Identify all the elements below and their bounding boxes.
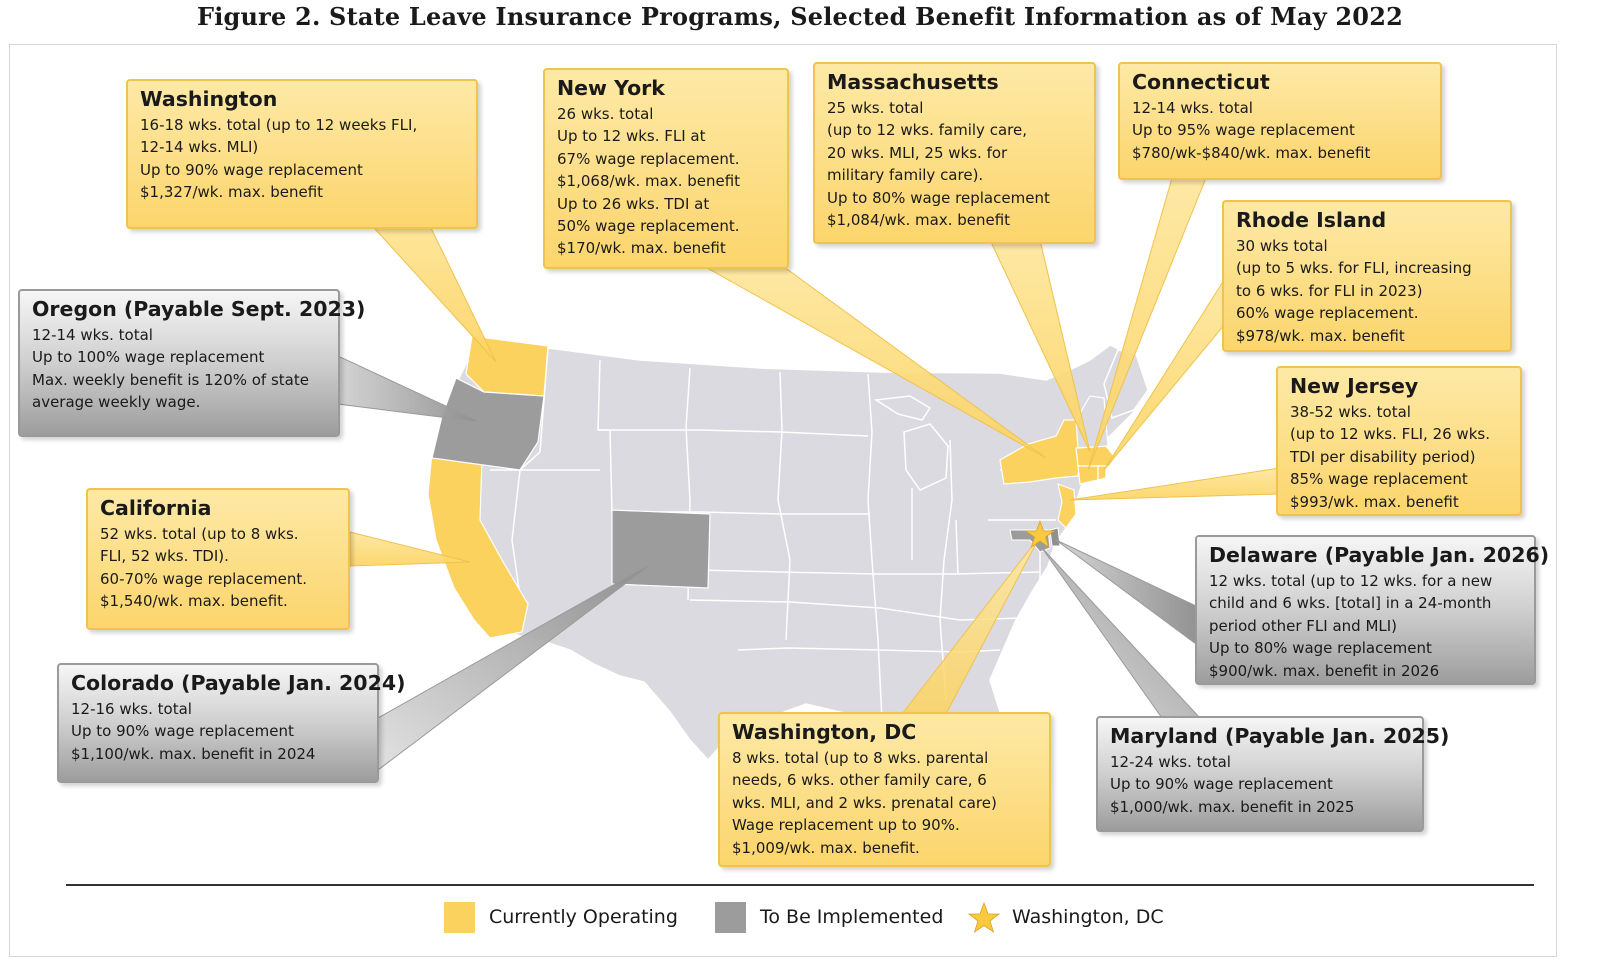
callout-line: Max. weekly benefit is 120% of state — [32, 370, 309, 389]
callout-delaware — [1195, 535, 1550, 685]
callout-line: 52 wks. total (up to 8 wks. — [100, 525, 299, 543]
callout-line: Up to 12 wks. FLI at — [557, 127, 706, 146]
callout-title: Massachusetts — [827, 70, 999, 94]
callout-line: Up to 90% wage replacement — [1110, 775, 1333, 794]
legend-label-washington-dc: Washington, DC — [1012, 906, 1164, 928]
callout-line: to 6 wks. for FLI in 2023) — [1236, 281, 1423, 300]
callout-line: $1,540/wk. max. benefit. — [100, 592, 288, 611]
callout-line: 12 wks. total (up to 12 wks. for a new — [1209, 572, 1493, 590]
callout-line: $780/wk-$840/wk. max. benefit — [1132, 143, 1371, 162]
callout-title: Maryland (Payable Jan. 2025) — [1110, 724, 1450, 748]
state-new-jersey — [1058, 484, 1076, 528]
callout-title: California — [100, 496, 212, 520]
legend-swatch-to-be-implemented — [715, 902, 746, 933]
callout-line: 85% wage replacement — [1290, 470, 1468, 489]
callout-oregon — [18, 289, 366, 437]
callout-line: child and 6 wks. [total] in a 24-month — [1209, 594, 1492, 613]
callout-line: 60-70% wage replacement. — [100, 569, 308, 588]
callout-line: 50% wage replacement. — [557, 217, 740, 236]
callout-line: 12-24 wks. total — [1110, 753, 1231, 771]
callout-title: Rhode Island — [1236, 208, 1387, 232]
callout-line: $993/wk. max. benefit — [1290, 492, 1459, 511]
legend-swatch-currently-operating — [444, 902, 475, 933]
callout-rhode-island — [1222, 200, 1512, 352]
callout-line: military family care). — [827, 166, 984, 185]
legend-label-currently-operating: Currently Operating — [489, 906, 678, 928]
state-colorado — [612, 510, 710, 588]
callout-title: Colorado (Payable Jan. 2024) — [71, 671, 406, 695]
callout-maryland — [1096, 716, 1450, 832]
callout-title: Washington — [140, 87, 278, 111]
callout-line: 8 wks. total (up to 8 wks. parental — [732, 749, 989, 767]
callout-line: (up to 12 wks. family care, — [827, 121, 1027, 140]
callout-line: $170/wk. max. benefit — [557, 239, 726, 258]
callout-line: needs, 6 wks. other family care, 6 — [732, 771, 987, 790]
callout-line: $1,068/wk. max. benefit — [557, 172, 741, 191]
callout-line: $1,009/wk. max. benefit. — [732, 838, 920, 857]
callout-line: $1,000/wk. max. benefit in 2025 — [1110, 797, 1355, 816]
callout-line: $1,084/wk. max. benefit — [827, 211, 1011, 230]
callout-line: 16-18 wks. total (up to 12 weeks FLI, — [140, 116, 418, 134]
callout-line: Up to 26 wks. TDI at — [557, 194, 710, 213]
callout-line: 12-14 wks. total — [1132, 99, 1253, 117]
callout-line: 30 wks total — [1236, 237, 1328, 255]
callout-line: wks. MLI, and 2 wks. prenatal care) — [732, 793, 997, 812]
callout-line: 12-14 wks. MLI) — [140, 138, 259, 157]
callout-title: New York — [557, 76, 665, 100]
legend-divider — [66, 884, 1534, 886]
callout-line: average weekly wage. — [32, 393, 201, 412]
callout-line: $1,100/wk. max. benefit in 2024 — [71, 744, 316, 763]
callout-line: $978/wk. max. benefit — [1236, 326, 1405, 345]
callout-title: Delaware (Payable Jan. 2026) — [1209, 543, 1550, 567]
callout-line: Up to 95% wage replacement — [1132, 121, 1355, 140]
callout-washington — [126, 79, 478, 229]
callout-line: $1,327/wk. max. benefit — [140, 183, 324, 202]
callout-new-york — [543, 68, 789, 269]
callout-title: Oregon (Payable Sept. 2023) — [32, 297, 366, 321]
callout-line: Up to 90% wage replacement — [140, 160, 363, 179]
callout-title: Connecticut — [1132, 70, 1270, 94]
callout-line: Up to 100% wage replacement — [32, 348, 265, 367]
callout-line: Up to 80% wage replacement — [827, 188, 1050, 207]
callout-line: Wage replacement up to 90%. — [732, 816, 960, 835]
callout-line: FLI, 52 wks. TDI). — [100, 547, 229, 566]
legend-star-icon — [968, 902, 1000, 934]
callout-line: 60% wage replacement. — [1236, 304, 1419, 323]
callout-line: $900/wk. max. benefit in 2026 — [1209, 661, 1440, 680]
callout-connecticut — [1118, 62, 1442, 180]
callout-line: Up to 90% wage replacement — [71, 722, 294, 741]
callout-line: 38-52 wks. total — [1290, 403, 1411, 421]
callout-line: 12-16 wks. total — [71, 700, 192, 718]
callout-line: (up to 12 wks. FLI, 26 wks. — [1290, 425, 1490, 444]
callout-new-jersey — [1276, 366, 1522, 516]
pointer-connecticut — [1088, 178, 1206, 470]
callout-line: Up to 80% wage replacement — [1209, 639, 1432, 658]
callout-title: Washington, DC — [732, 720, 917, 744]
legend-label-to-be-implemented: To Be Implemented — [760, 906, 944, 928]
callout-line: 12-14 wks. total — [32, 326, 153, 344]
callout-line: 25 wks. total — [827, 99, 924, 117]
callout-line: TDI per disability period) — [1290, 447, 1476, 466]
state-washington — [466, 336, 548, 396]
callout-line: (up to 5 wks. for FLI, increasing — [1236, 259, 1472, 278]
callout-california — [86, 488, 350, 630]
callout-line: 26 wks. total — [557, 105, 654, 123]
callout-line: period other FLI and MLI) — [1209, 616, 1398, 635]
callout-washington-dc — [718, 712, 1051, 867]
callout-title: New Jersey — [1290, 374, 1419, 398]
callout-colorado — [57, 663, 406, 783]
figure-title: Figure 2. State Leave Insurance Programs, Selected Benefit Information as of May 2022 — [196, 2, 1403, 31]
callout-massachusetts — [813, 62, 1096, 244]
callout-line: 67% wage replacement. — [557, 149, 740, 168]
callout-line: 20 wks. MLI, 25 wks. for — [827, 143, 1008, 162]
